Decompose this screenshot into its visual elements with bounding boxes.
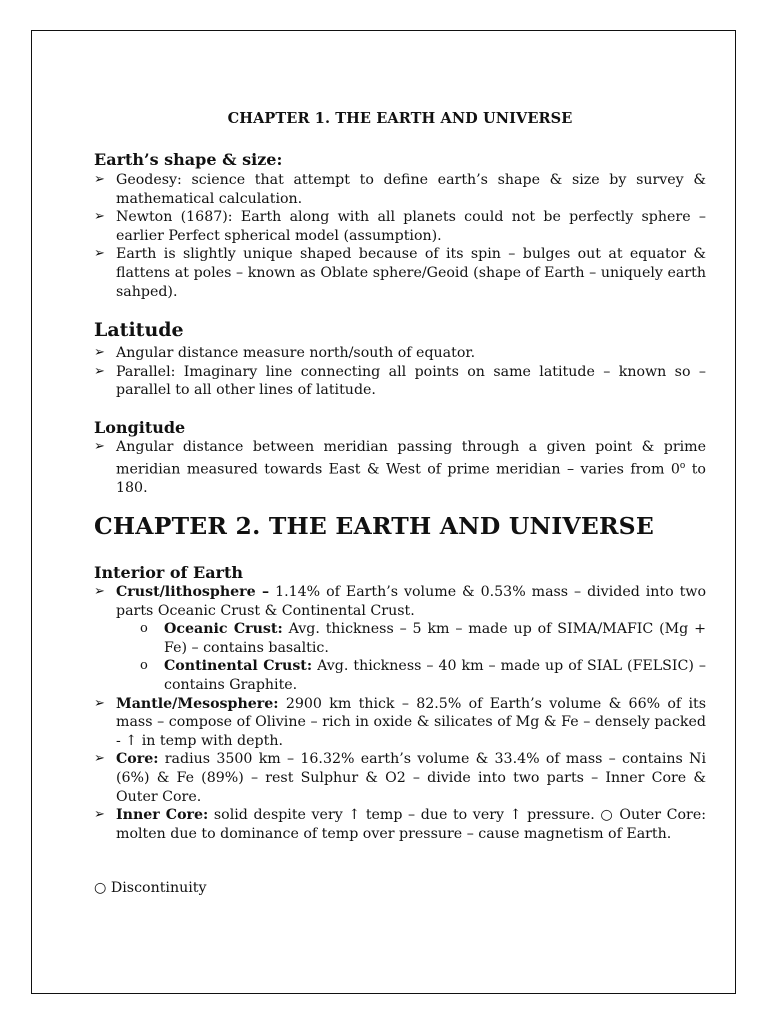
bullet-arrow-icon: ➢: [94, 172, 105, 187]
bullet-arrow-icon: ➢: [94, 363, 105, 379]
sub-list-item: o Oceanic Crust: Avg. thickness – 5 km – made up of SIMA/MAFIC (Mg + Fe) – contains basaltic.: [140, 621, 707, 656]
list-item: ➢ Geodesy: science that attempt to define earth’s shape & size by survey & mathematical calculation.: [94, 172, 706, 207]
list-item: ➢ Earth is slightly unique shaped because of its spin – bulges out at equator & flattens at poles – known as Oblate sphere/Geoid (shape of Earth – uniquely earth sahped).: [94, 246, 706, 300]
list-item: ➢ Angular distance measure north/south of equator.: [94, 345, 476, 361]
bullet-arrow-icon: ➢: [94, 584, 105, 599]
longitude-heading: Longitude: [94, 418, 186, 437]
bullet-arrow-icon: ➢: [94, 246, 105, 262]
bullet-arrow-icon: ➢: [94, 345, 105, 360]
bullet-arrow-icon: ➢: [94, 439, 105, 454]
bullet-arrow-icon: ➢: [94, 751, 105, 767]
shape-heading: Earth’s shape & size:: [94, 150, 283, 169]
bullet-arrow-icon: ➢: [94, 695, 105, 711]
latitude-list: [94, 344, 706, 400]
list-item: ➢ Newton (1687): Earth along with all planets could not be perfectly sphere – earlier Perfect spherical model (assumption).: [94, 209, 706, 244]
list-item: ➢ Parallel: Imaginary line connecting all points on same latitude – known so – parallel to all other lines of latitude.: [94, 363, 706, 399]
document-page: [31, 30, 736, 994]
list-item: ➢ Crust/lithosphere – 1.14% of Earth’s volume & 0.53% mass – divided into two parts Oceanic Crust & Continental Crust. o Oceanic Crust: Avg. thickness – 5 km – made up of SIMA/MAFIC (Mg + Fe) – contains basaltic. o Continental Crust: Avg. thickness – 40 km – made up of SIAL (FELSIC) – contains Graphite.: [94, 584, 707, 693]
shape-list: [94, 171, 706, 301]
interior-heading: Interior of Earth: [94, 563, 244, 582]
list-item: ➢ Mantle/Mesosphere: 2900 km thick – 82.5% of Earth’s volume & 66% of its mass – compose of Olivine – rich in oxide & silicates of Mg & Fe – densely packed - ↑ in temp with depth.: [94, 695, 706, 749]
bullet-arrow-icon: ➢: [94, 807, 105, 823]
discontinuity-label: ○ Discontinuity: [94, 880, 207, 896]
circle-bullet-icon: o: [140, 658, 148, 674]
circle-bullet-icon: o: [140, 621, 148, 637]
list-item: ➢ Angular distance between meridian passing through a given point & prime meridian measured towards East & West of prime meridian – varies from 0$^o$ to 180.: [94, 439, 706, 496]
longitude-list: [94, 438, 706, 498]
interior-list: [94, 583, 706, 843]
list-item: ➢ Inner Core: solid despite very ↑ temp – due to very ↑ pressure. ○ Outer Core: molten due to dominance of temp over pressure – cause magnetism of Earth.: [94, 807, 706, 842]
latitude-heading: Latitude: [94, 319, 184, 341]
chapter-2-title: CHAPTER 2. THE EARTH AND UNIVERSE: [94, 512, 654, 540]
list-item: ➢ Core: radius 3500 km – 16.32% earth’s volume & 33.4% of mass – contains Ni (6%) & Fe (89%) – rest Sulphur & O2 – divide into two parts – Inner Core & Outer Core.: [94, 751, 706, 805]
bullet-arrow-icon: ➢: [94, 209, 105, 225]
chapter-1-title: CHAPTER 1. THE EARTH AND UNIVERSE: [227, 110, 573, 127]
sub-list-item: o Continental Crust: Avg. thickness – 40 km – made up of SIAL (FELSIC) – contains Graphite.: [140, 658, 706, 693]
crust-sublist: [94, 620, 706, 694]
